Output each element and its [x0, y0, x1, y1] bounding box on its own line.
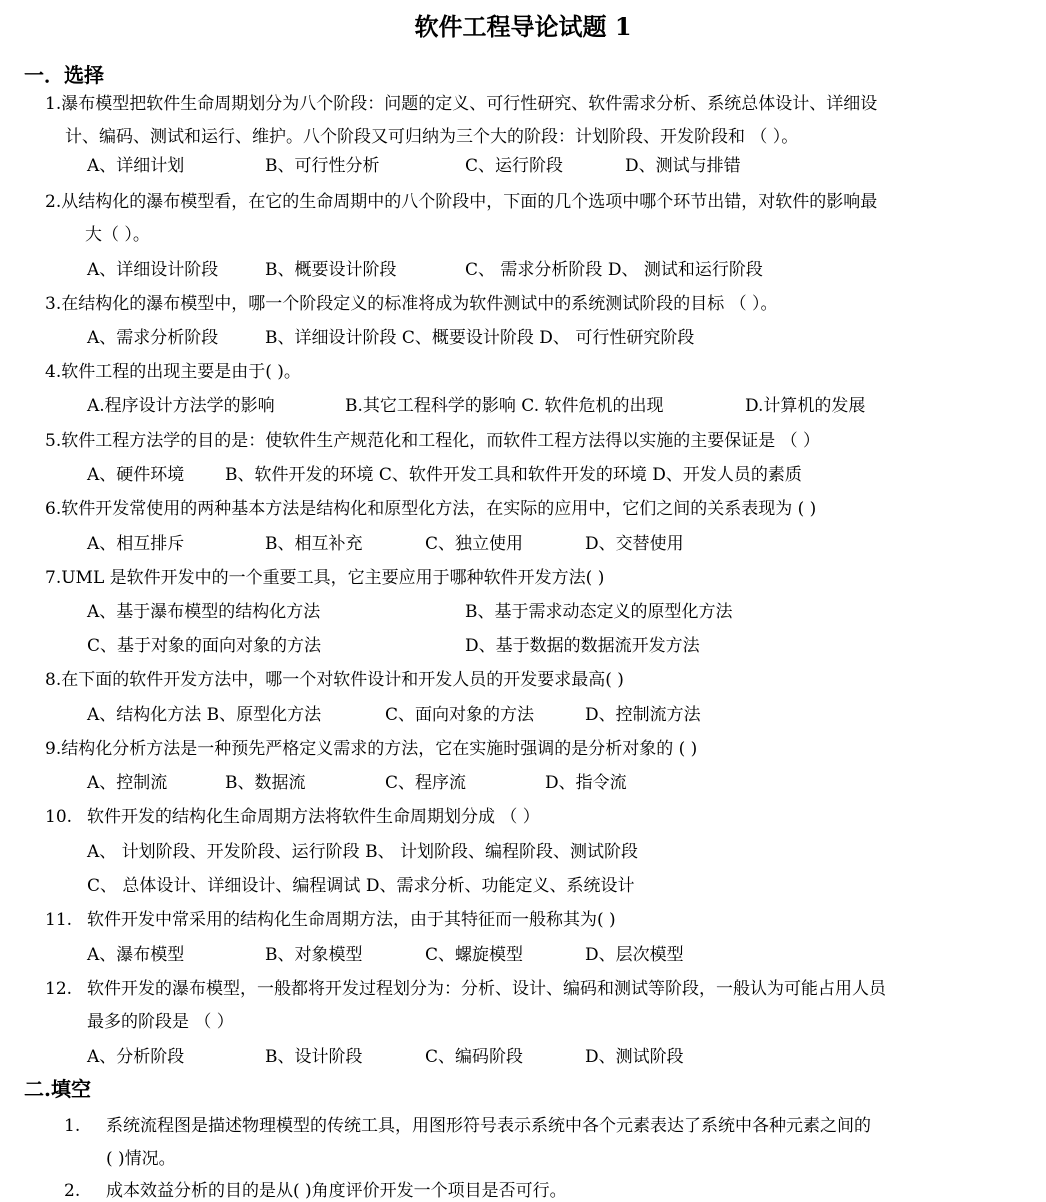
option-b-c-d: B、详细设计阶段 C、概要设计阶段 D、 可行性研究阶段: [265, 328, 695, 348]
option-a: A、详细设计阶段: [87, 260, 219, 280]
question-text: 在下面的软件开发方法中，哪一个对软件设计和开发人员的开发要求最高( ): [61, 670, 624, 690]
question-number: 6.: [45, 499, 62, 519]
question-number: 10.: [45, 807, 73, 827]
option-d: D、层次模型: [585, 945, 684, 965]
question-number: 5.: [45, 431, 62, 451]
option-a: A、相互排斥: [87, 534, 185, 554]
question-number: 2.: [64, 1181, 81, 1201]
question-text: UML 是软件开发中的一个重要工具，它主要应用于哪种软件开发方法( ): [61, 568, 605, 588]
option-b: B、设计阶段: [265, 1047, 363, 1067]
question-text: 瀑布模型把软件生命周期划分为八个阶段：问题的定义、可行性研究、软件需求分析、系统总体设计、详细设: [61, 94, 878, 114]
question-text: 软件开发常使用的两种基本方法是结构化和原型化方法，在实际的应用中，它们之间的关系表现为 ( ): [61, 499, 817, 519]
question-3: [45, 288, 1030, 321]
option-b-c-d: B、软件开发的环境 C、软件开发工具和软件开发的环境 D、开发人员的素质: [225, 465, 802, 485]
question-text: 在结构化的瀑布模型中，哪一个阶段定义的标准将成为软件测试中的系统测试阶段的目标 （ ）。: [61, 294, 778, 314]
question-text: 软件开发中常采用的结构化生命周期方法，由于其特征而一般称其为( ): [87, 910, 616, 930]
question-number: 3.: [45, 294, 62, 314]
section-heading-choice: 一．选择: [24, 63, 104, 87]
option-d: D.计算机的发展: [745, 396, 866, 416]
question-text-continued: 大（ ）。: [85, 225, 150, 245]
question-number: 7.: [45, 568, 62, 588]
question-text: 软件开发的瀑布模型，一般都将开发过程划分为：分析、设计、编码和测试等阶段，一般认为可能占用人员: [87, 979, 886, 999]
question-5: [45, 425, 1030, 458]
question-9: [45, 733, 1030, 766]
option-d: D、测试阶段: [585, 1047, 684, 1067]
options-q10-row1: A、 计划阶段、开发阶段、运行阶段 B、 计划阶段、编程阶段、测试阶段: [87, 842, 638, 862]
question-12: [45, 973, 1030, 1039]
question-number: 11.: [45, 910, 73, 930]
question-text: 成本效益分析的目的是从( )角度评价开发一个项目是否可行。: [106, 1181, 567, 1201]
option-b: B、对象模型: [265, 945, 363, 965]
question-text-continued: 最多的阶段是 （ ）: [87, 1012, 234, 1032]
option-c: C、独立使用: [425, 534, 524, 554]
options-q10-row2: C、 总体设计、详细设计、编程调试 D、需求分析、功能定义、系统设计: [87, 876, 635, 896]
option-c: C、基于对象的面向对象的方法: [87, 636, 322, 656]
option-a: A、详细计划: [87, 156, 185, 176]
option-a-b: A、结构化方法 B、原型化方法: [87, 705, 322, 725]
question-number: 4.: [45, 362, 62, 382]
question-text-continued: 计、编码、测试和运行、维护。八个阶段又可归纳为三个大的阶段：计划阶段、开发阶段和 （ ）。: [65, 127, 799, 147]
option-a: A、硬件环境: [87, 465, 185, 485]
question-text: 从结构化的瀑布模型看，在它的生命周期中的八个阶段中，下面的几个选项中哪个环节出错，对软件的影响最: [61, 192, 878, 212]
option-d: D、基于数据的数据流开发方法: [465, 636, 700, 656]
question-number: 9.: [45, 739, 62, 759]
question-text: 软件工程的出现主要是由于( )。: [61, 362, 301, 382]
option-d: D、控制流方法: [585, 705, 701, 725]
option-d: D、测试与排错: [625, 156, 741, 176]
question-6: [45, 493, 1030, 526]
option-c: C、面向对象的方法: [385, 705, 535, 725]
question-10: [45, 801, 1030, 834]
section-heading-fill: 二.填空: [24, 1077, 91, 1101]
option-a: A、需求分析阶段: [87, 328, 219, 348]
option-a: A、瀑布模型: [87, 945, 185, 965]
option-b: B、可行性分析: [265, 156, 380, 176]
question-number: 12.: [45, 979, 73, 999]
question-number: 2.: [45, 192, 62, 212]
question-text: 系统流程图是描述物理模型的传统工具，用图形符号表示系统中各个元素表达了系统中各种元素之间的: [106, 1116, 871, 1136]
option-a: A、分析阶段: [87, 1047, 185, 1067]
option-b: B、相互补充: [265, 534, 363, 554]
option-b: B、概要设计阶段: [265, 260, 397, 280]
question-8: [45, 664, 1030, 697]
option-c: C、编码阶段: [425, 1047, 524, 1067]
question-4: [45, 356, 1030, 389]
fill-question-1: [64, 1110, 1024, 1176]
option-b: B、数据流: [225, 773, 306, 793]
option-d: D、交替使用: [585, 534, 684, 554]
question-text-continued: ( )情况。: [106, 1149, 176, 1169]
question-text: 软件开发的结构化生命周期方法将软件生命周期划分成 （ ）: [87, 807, 540, 827]
question-11: [45, 904, 1030, 937]
option-c: C、螺旋模型: [425, 945, 524, 965]
question-number: 8.: [45, 670, 62, 690]
option-a: A、基于瀑布模型的结构化方法: [87, 602, 321, 622]
option-c-d: C、 需求分析阶段 D、 测试和运行阶段: [465, 260, 763, 280]
option-b-c: B.其它工程科学的影响 C. 软件危机的出现: [345, 396, 664, 416]
option-a: A、控制流: [87, 773, 168, 793]
option-d: D、指令流: [545, 773, 627, 793]
question-text: 软件工程方法学的目的是：使软件生产规范化和工程化，而软件工程方法得以实施的主要保证是 （ ）: [61, 431, 821, 451]
question-number: 1.: [64, 1116, 81, 1136]
option-c: C、程序流: [385, 773, 467, 793]
option-a: A.程序设计方法学的影响: [87, 396, 275, 416]
question-text: 结构化分析方法是一种预先严格定义需求的方法，它在实施时强调的是分析对象的 ( ): [61, 739, 698, 759]
question-number: 1.: [45, 94, 62, 114]
question-7: [45, 562, 1030, 595]
fill-question-2: [64, 1180, 567, 1202]
option-c: C、运行阶段: [465, 156, 564, 176]
document-title: 软件工程导论试题 1: [414, 12, 632, 41]
option-b: B、基于需求动态定义的原型化方法: [465, 602, 733, 622]
question-2: [45, 186, 1030, 252]
question-1: [45, 88, 1030, 154]
